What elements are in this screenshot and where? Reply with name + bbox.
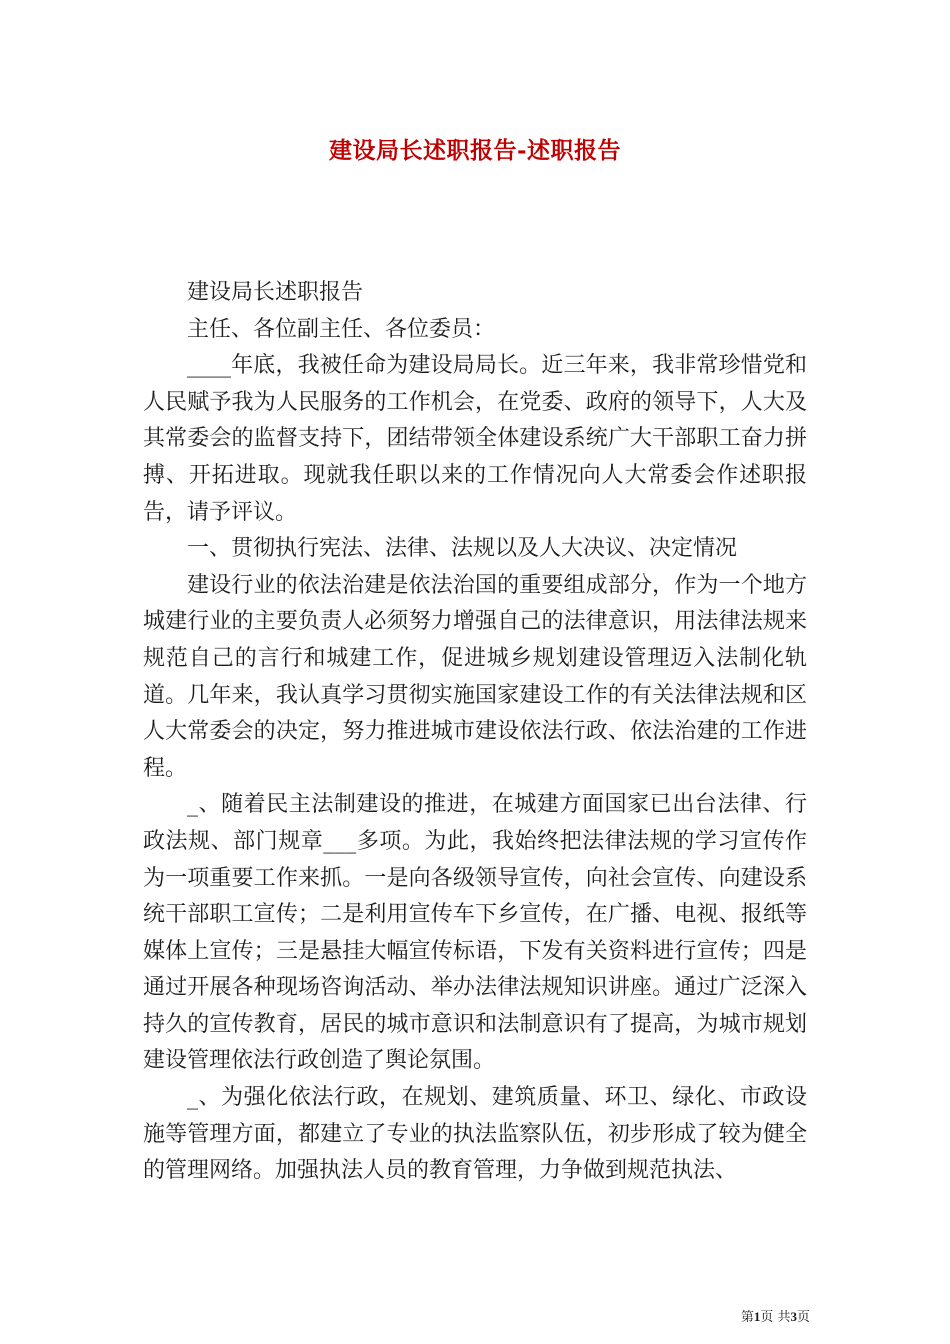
footer-middle: 页 共 [760, 1310, 791, 1325]
document-body [143, 275, 807, 1190]
page-number-footer [741, 1306, 810, 1325]
paragraph-body: _、随着民主法制建设的推进，在城建方面国家已出台法律、行政法规、部门规章___多项。为此，我始终把法律法规的学习宣传作为一项重要工作来抓。一是向各级领导宣传，向社会宣传、向建设系统干部职工宣传；二是利用宣传车下乡宣传，在广播、电视、报纸等媒体上宣传；三是悬挂大幅宣传标语，下发有关资料进行宣传；四是通过开展各种现场咨询活动、举办法律法规知识讲座。通过广泛深入持久的宣传教育，居民的城市意识和法制意识有了提高，为城市规划建设管理依法行政创造了舆论氛围。 [143, 792, 807, 1074]
footer-current-page: 1 [753, 1309, 761, 1324]
paragraph-intro: ____年底，我被任命为建设局局长。近三年来，我非常珍惜党和人民赋予我为人民服务的工作机会，在党委、政府的领导下，人大及其常委会的监督支持下，团结带领全体建设系统广大干部职工奋力拼搏、开拓进取。现就我任职以来的工作情况向人大常委会作述职报告，请予评议。 [143, 353, 807, 525]
document-title: 建设局长述职报告-述职报告 [328, 137, 622, 164]
paragraph-salutation: 主任、各位副主任、各位委员： [187, 316, 496, 342]
paragraph-heading: 建设局长述职报告 [187, 280, 364, 305]
footer-total-pages: 3 [790, 1309, 797, 1324]
paragraph-section-heading: 一、贯彻执行宪法、法律、法规以及人大决议、决定情况 [187, 536, 738, 562]
footer-suffix: 页 [796, 1310, 810, 1325]
paragraph-body: 建设行业的依法治建是依法治国的重要组成部分，作为一个地方城建行业的主要负责人必须努力增强自己的法律意识，用法律法规来规范自己的言行和城建工作，促进城乡规划建设管理迈入法制化轨道。几年来，我认真学习贯彻实施国家建设工作的有关法律法规和区人大常委会的决定，努力推进城市建设依法行政、依法治建的工作进程。 [143, 572, 807, 781]
paragraph-body: _、为强化依法行政，在规划、建筑质量、环卫、绿化、市政设施等管理方面，都建立了专业的执法监察队伍，初步形成了较为健全的管理网络。加强执法人员的教育管理，力争做到规范执法、 [143, 1085, 807, 1184]
footer-prefix: 第 [740, 1310, 754, 1325]
